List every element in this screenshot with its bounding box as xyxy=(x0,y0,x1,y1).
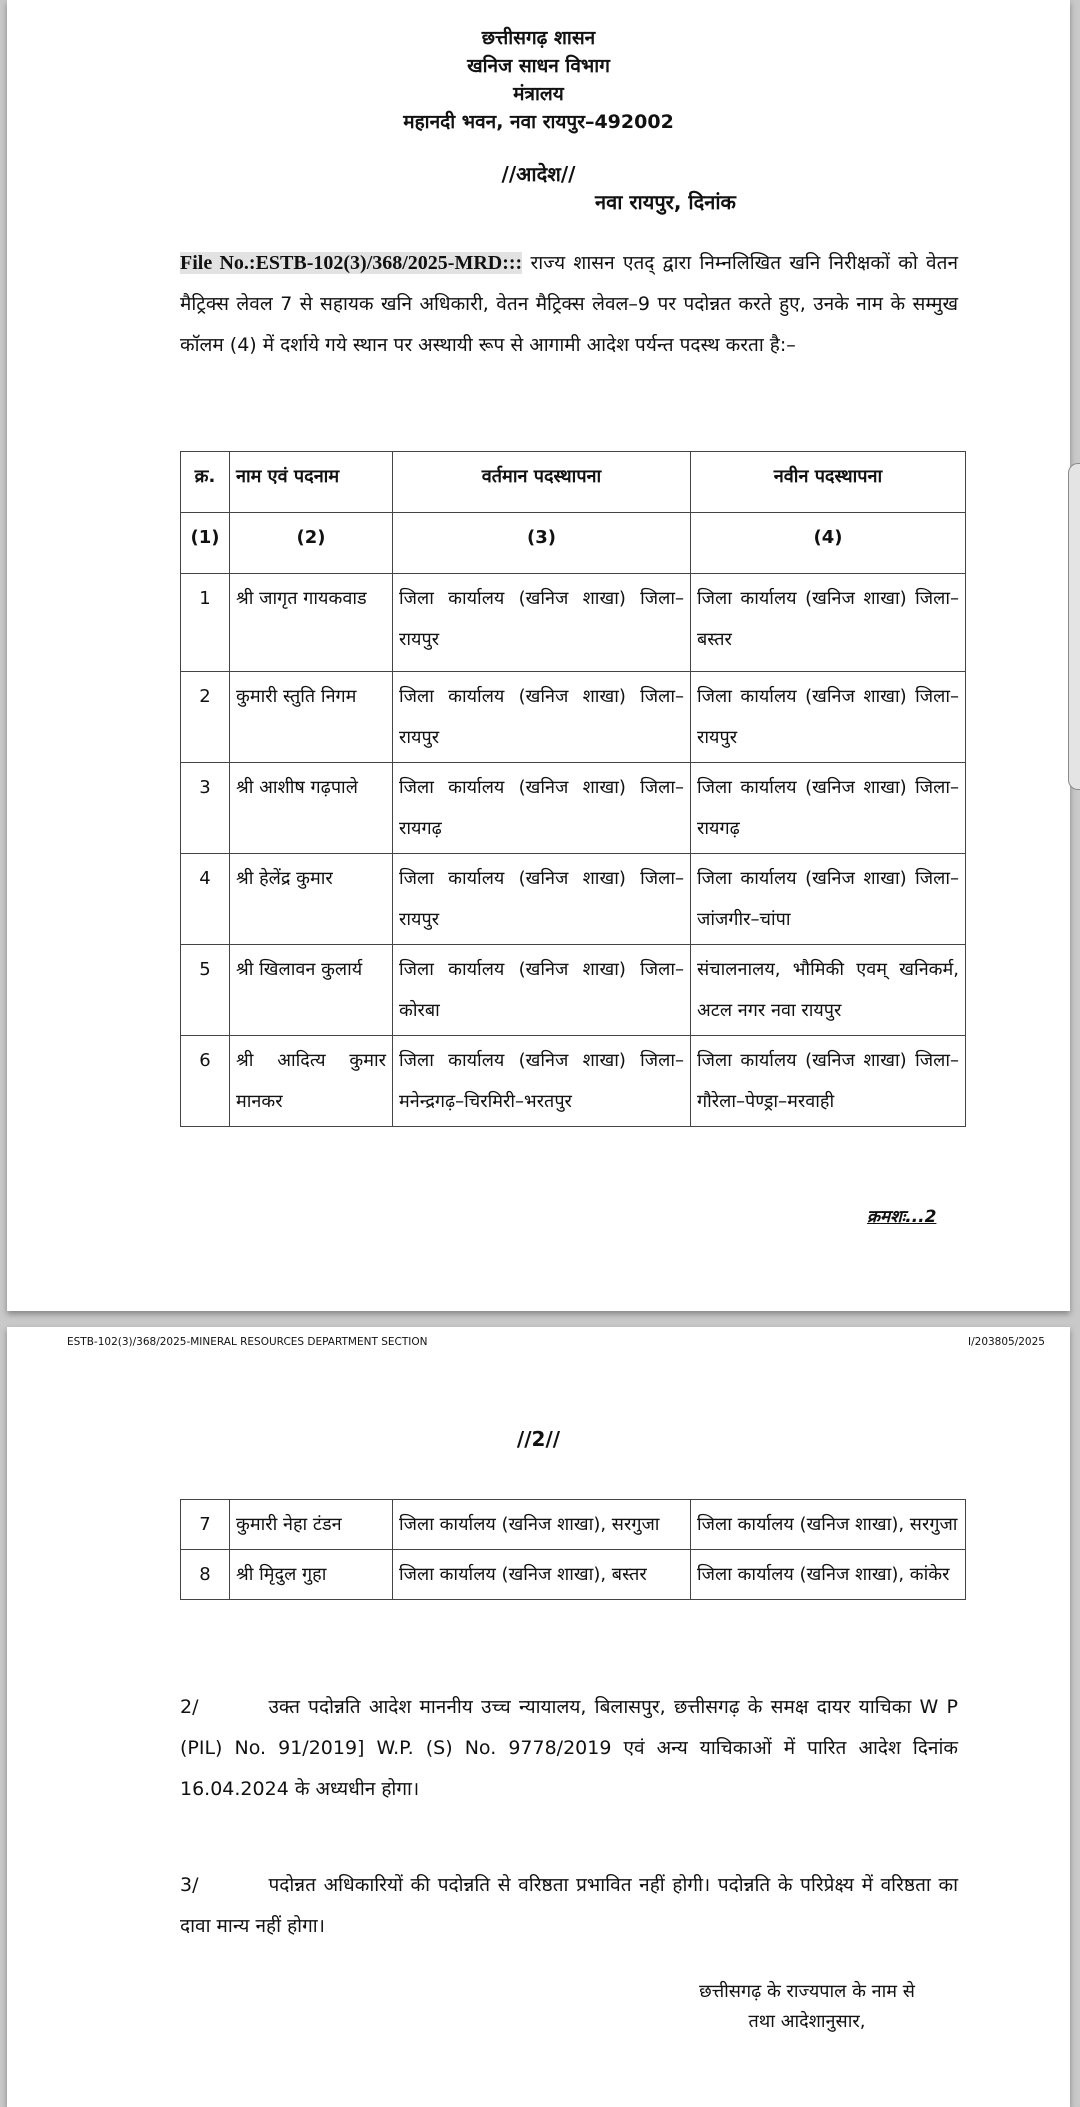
row-sno: 5 xyxy=(181,945,230,1036)
para2-text: उक्त पदोन्नति आदेश माननीय उच्च न्यायालय, बिलासपुर, छत्तीसगढ़ के समक्ष दायर याचिका W P (PIL) No. 91/2019] W.P. (S) No. 9778/2019 एवं अन्य याचिकाओं में पारित आदेश दिनांक 16.04.2024 के अध्यधीन होगा। xyxy=(180,1696,958,1800)
row-name: कुमारी स्तुति निगम xyxy=(230,672,393,763)
row-new-posting: जिला कार्यालय (खनिज शाखा), सरगुजा xyxy=(691,1500,966,1550)
paragraph-2 xyxy=(180,1687,958,1810)
row-name: श्री आदित्य कुमार मानकर xyxy=(230,1036,393,1127)
header-ministry: मंत्रालय xyxy=(513,83,564,105)
row-current-posting: जिला कार्यालय (खनिज शाखा) जिला–मनेन्द्रगढ़–चिरमिरी–भरतपुर xyxy=(393,1036,691,1127)
row-name: कुमारी नेहा टंडन xyxy=(230,1500,393,1550)
govt-header xyxy=(7,24,1070,136)
row-name: श्री मिृदुल गुहा xyxy=(230,1550,393,1600)
row-new-posting: जिला कार्यालय (खनिज शाखा) जिला–गौरेला–पेण्ड्रा–मरवाही xyxy=(691,1036,966,1127)
row-current-posting: जिला कार्यालय (खनिज शाखा) जिला–कोरबा xyxy=(393,945,691,1036)
row-current-posting: जिला कार्यालय (खनिज शाखा) जिला–रायगढ़ xyxy=(393,763,691,854)
row-sno: 4 xyxy=(181,854,230,945)
continued-marker: क्रमशः...2 xyxy=(867,1207,937,1227)
table-row xyxy=(181,763,966,854)
table-row xyxy=(181,854,966,945)
signature-block xyxy=(647,1977,967,2037)
row-new-posting: जिला कार्यालय (खनिज शाखा) जिला–जांजगीर–चांपा xyxy=(691,854,966,945)
scrollbar-handle[interactable] xyxy=(1068,463,1080,790)
header-new-posting: नवीन पदस्थापना xyxy=(691,452,966,513)
header-department: खनिज साधन विभाग xyxy=(467,55,610,77)
row-sno: 7 xyxy=(181,1500,230,1550)
row-current-posting: जिला कार्यालय (खनिज शाखा) जिला–रायपुर xyxy=(393,574,691,672)
row-sno: 8 xyxy=(181,1550,230,1600)
document-page-1 xyxy=(7,0,1070,1311)
file-number: File No.:ESTB-102(3)/368/2025-MRD::: xyxy=(180,252,523,274)
row-name: श्री आशीष गढ़पाले xyxy=(230,763,393,854)
signature-line-2: तथा आदेशानुसार, xyxy=(748,2011,866,2032)
colnum-3: (3) xyxy=(393,513,691,574)
intro-text: राज्य शासन एतद् द्वारा निम्नलिखित खनि निरीक्षकों को वेतन मैट्रिक्स लेवल 7 से सहायक खनि अधिकारी, वेतन मैट्रिक्स लेवल–9 पर पदोन्नत करते हुए, उनके नाम के सम्मुख कॉलम (4) में दर्शाये गये स्थान पर अस्थायी रूप से आगामी आदेश पर्यन्त पदस्थ करता है:– xyxy=(180,252,958,356)
order-title: //आदेश// xyxy=(501,162,576,186)
row-sno: 6 xyxy=(181,1036,230,1127)
row-name: श्री हेलेंद्र कुमार xyxy=(230,854,393,945)
table-header-row xyxy=(181,452,966,513)
table-row xyxy=(181,1500,966,1550)
row-new-posting: जिला कार्यालय (खनिज शाखा) जिला–बस्तर xyxy=(691,574,966,672)
table-row xyxy=(181,574,966,672)
para2-number: 2/ xyxy=(180,1696,199,1718)
row-sno: 3 xyxy=(181,763,230,854)
intro-paragraph xyxy=(180,243,958,366)
row-current-posting: जिला कार्यालय (खनिज शाखा), बस्तर xyxy=(393,1550,691,1600)
table-row xyxy=(181,672,966,763)
paragraph-3 xyxy=(180,1865,958,1947)
row-current-posting: जिला कार्यालय (खनिज शाखा) जिला–रायपुर xyxy=(393,672,691,763)
header-state: छत्तीसगढ़ शासन xyxy=(481,27,596,49)
colnum-2: (2) xyxy=(230,513,393,574)
table-colnum-row xyxy=(181,513,966,574)
row-current-posting: जिला कार्यालय (खनिज शाखा), सरगुजा xyxy=(393,1500,691,1550)
para3-number: 3/ xyxy=(180,1874,199,1896)
colnum-4: (4) xyxy=(691,513,966,574)
running-header-right: I/203805/2025 xyxy=(968,1336,1045,1348)
row-name: श्री जागृत गायकवाड xyxy=(230,574,393,672)
row-new-posting: जिला कार्यालय (खनिज शाखा), कांकेर xyxy=(691,1550,966,1600)
document-page-2 xyxy=(7,1327,1070,2107)
promotion-table-page2 xyxy=(180,1499,966,1600)
table-row xyxy=(181,1550,966,1600)
page-number: //2// xyxy=(516,1427,561,1451)
table-row xyxy=(181,945,966,1036)
row-new-posting: जिला कार्यालय (खनिज शाखा) जिला–रायगढ़ xyxy=(691,763,966,854)
para3-text: पदोन्नत अधिकारियों की पदोन्नति से वरिष्ठता प्रभावित नहीं होगी। पदोन्नति के परिप्रेक्ष्य में वरिष्ठता का दावा मान्य नहीं होगा। xyxy=(180,1874,958,1937)
table-row xyxy=(181,1036,966,1127)
row-name: श्री खिलावन कुलार्य xyxy=(230,945,393,1036)
signature-line-1: छत्तीसगढ़ के राज्यपाल के नाम से xyxy=(699,1981,915,2002)
header-sno: क्र. xyxy=(181,452,230,513)
header-current-posting: वर्तमान पदस्थापना xyxy=(393,452,691,513)
colnum-1: (1) xyxy=(181,513,230,574)
row-sno: 2 xyxy=(181,672,230,763)
place-date: नवा रायपुर, दिनांक xyxy=(595,190,736,214)
row-new-posting: जिला कार्यालय (खनिज शाखा) जिला–रायपुर xyxy=(691,672,966,763)
header-address: महानदी भवन, नवा रायपुर–492002 xyxy=(403,111,674,133)
header-name: नाम एवं पदनाम xyxy=(230,452,393,513)
promotion-table-page1 xyxy=(180,451,966,1127)
row-new-posting: संचालनालय, भौमिकी एवम् खनिकर्म, अटल नगर नवा रायपुर xyxy=(691,945,966,1036)
running-header-left: ESTB-102(3)/368/2025-MINERAL RESOURCES DEPARTMENT SECTION xyxy=(67,1336,428,1348)
row-current-posting: जिला कार्यालय (खनिज शाखा) जिला–रायपुर xyxy=(393,854,691,945)
row-sno: 1 xyxy=(181,574,230,672)
